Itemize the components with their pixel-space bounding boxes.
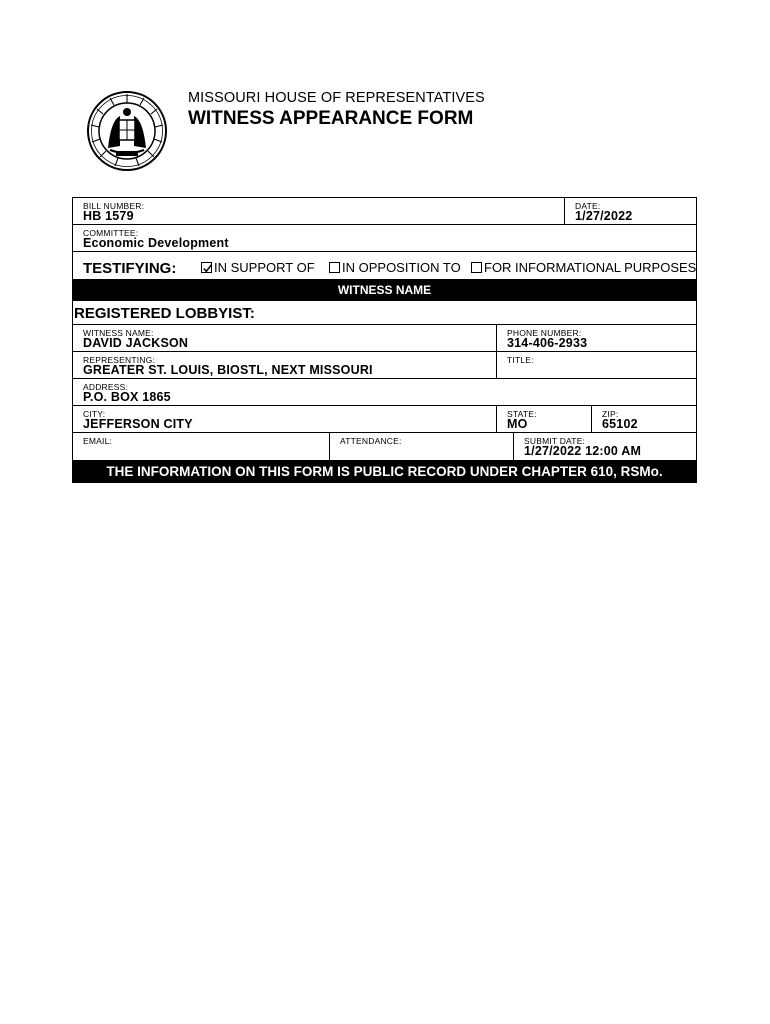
committee-value: Economic Development: [83, 236, 229, 250]
bill-number-value: HB 1579: [83, 209, 134, 223]
title-label: TITLE:: [507, 355, 534, 365]
bill-date-row: [73, 198, 696, 225]
form-subtitle: MISSOURI HOUSE OF REPRESENTATIVES: [188, 90, 485, 106]
email-label: EMAIL:: [83, 436, 113, 446]
zip-field[interactable]: [591, 406, 696, 432]
state-field[interactable]: [496, 406, 591, 432]
committee-label: COMMITTEE:: [83, 228, 139, 238]
city-field[interactable]: [73, 406, 496, 432]
submit-date-label: SUBMIT DATE:: [524, 436, 586, 446]
state-value: MO: [507, 417, 528, 431]
witness-name-bar: [73, 279, 696, 301]
city-label: CITY:: [83, 409, 106, 419]
representing-field[interactable]: [73, 352, 496, 378]
submit-date-value: 1/27/2022 12:00 AM: [524, 444, 642, 458]
attendance-field[interactable]: [329, 433, 513, 460]
zip-value: 65102: [602, 417, 638, 431]
checkmark-icon: [202, 263, 213, 274]
submit-date-field[interactable]: [513, 433, 696, 460]
public-record-notice: THE INFORMATION ON THIS FORM IS PUBLIC RECORD UNDER CHAPTER 610, RSMo.: [106, 463, 663, 479]
support-option[interactable]: [201, 260, 315, 275]
witness-appearance-form: [72, 197, 697, 483]
registered-lobbyist-row: [73, 301, 696, 325]
testifying-label: TESTIFYING:: [83, 260, 177, 277]
city-value: JEFFERSON CITY: [83, 417, 193, 431]
witness-name-heading: WITNESS NAME: [337, 282, 432, 297]
bill-number-field[interactable]: [73, 198, 564, 224]
public-record-notice-bar: [73, 460, 696, 482]
informational-option[interactable]: [471, 260, 696, 275]
address-value: P.O. BOX 1865: [83, 390, 171, 404]
opposition-checkbox[interactable]: [329, 262, 340, 273]
representing-label: REPRESENTING:: [83, 355, 156, 365]
attendance-label: ATTENDANCE:: [340, 436, 402, 446]
address-label: ADDRESS:: [83, 382, 129, 392]
zip-label: ZIP:: [602, 409, 619, 419]
witness-phone-row: [73, 325, 696, 352]
witness-name-field[interactable]: [73, 325, 496, 351]
address-row: [73, 379, 696, 406]
phone-number-field[interactable]: [496, 325, 696, 351]
registered-lobbyist-heading: REGISTERED LOBBYIST:: [74, 305, 255, 322]
email-attendance-row: [73, 433, 696, 460]
phone-number-label: PHONE NUMBER:: [507, 328, 582, 338]
title-field[interactable]: [496, 352, 696, 378]
state-label: STATE:: [507, 409, 537, 419]
informational-option-label: FOR INFORMATIONAL PURPOSES: [484, 260, 697, 275]
committee-row: [73, 225, 696, 252]
opposition-option-label: IN OPPOSITION TO: [342, 260, 461, 275]
phone-number-value: 314-406-2933: [507, 336, 588, 350]
representing-title-row: [73, 352, 696, 379]
witness-name-label: WITNESS NAME:: [83, 328, 154, 338]
support-option-label: IN SUPPORT OF: [214, 260, 315, 275]
address-field[interactable]: [73, 379, 696, 405]
bill-number-label: BILL NUMBER:: [83, 201, 145, 211]
opposition-option[interactable]: [329, 260, 461, 275]
city-state-zip-row: [73, 406, 696, 433]
committee-field[interactable]: [73, 225, 696, 251]
support-checkbox[interactable]: [201, 262, 212, 273]
missouri-state-seal-icon: [86, 90, 168, 172]
date-label: DATE:: [575, 201, 601, 211]
date-field[interactable]: [564, 198, 696, 224]
witness-name-value: DAVID JACKSON: [83, 336, 189, 350]
email-field[interactable]: [73, 433, 329, 460]
date-value: 1/27/2022: [575, 209, 633, 223]
form-title: WITNESS APPEARANCE FORM: [188, 108, 474, 129]
informational-checkbox[interactable]: [471, 262, 482, 273]
testifying-row: [73, 252, 696, 279]
representing-value: GREATER ST. LOUIS, BIOSTL, NEXT MISSOURI: [83, 363, 373, 377]
